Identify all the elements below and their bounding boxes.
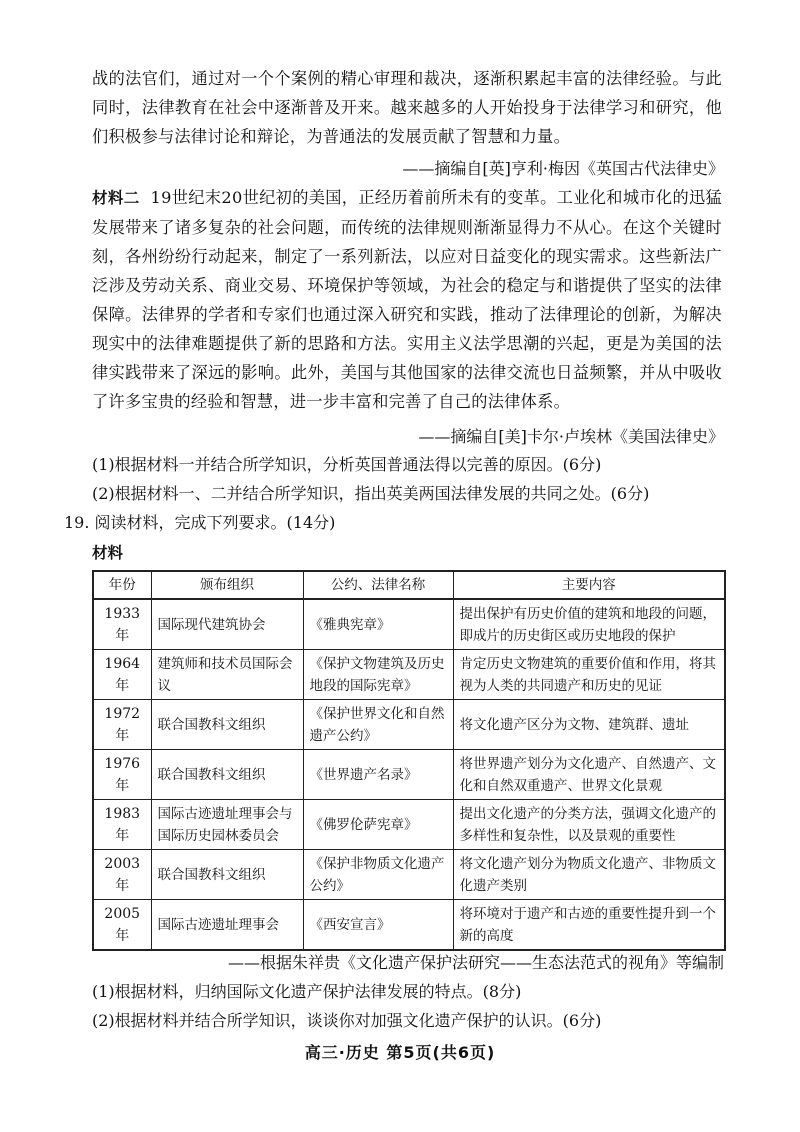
cell-name: 《西安宣言》 bbox=[303, 900, 453, 951]
cell-content: 将世界遗产划分为文化遗产、自然遗产、文化和自然双重遗产、世界文化景观 bbox=[453, 750, 725, 800]
material1-paragraph: 战的法官们，通过对一个个案例的精心审理和裁决，逐渐积累起丰富的法律经验。与此同时，法律教育在社会中逐渐普及开来。越来越多的人开始投身于法律学习和研究，他们积极参与法律讨论和辩论，为普通法的发展贡献了智慧和力量。 bbox=[92, 69, 722, 146]
cell-content: 提出保护有历史价值的建筑和地段的问题，即成片的历史街区或历史地段的保护 bbox=[453, 599, 725, 650]
q19-citation: ——根据朱祥贵《文化遗产保护法研究——生态法范式的视角》等编制 bbox=[227, 953, 724, 972]
material2-paragraph: 材料二 19世纪末20世纪初的美国，正经历着前所未有的变革。工业化和城市化的迅猛发展带来了诸多复杂的社会问题，而传统的法律规则渐渐显得力不从心。在这个关键时刻，各州纷纷行动起来，制定了一系列新法，以应对日益变化的现实需求。这些新法广泛涉及劳动关系、商业交易、环境保护等领域，为社会的稳定与和谐提供了坚实的法律保障。法律界的学者和专家们也通过深入研究和实践，推动了法律理论的创新，为解决现实中的法律难题提供了新的思路和方法。实用主义法学思潮的兴起，更是为美国的法律实践带来了深远的影响。此外，美国与其他国家的法律交流也日益频繁，并从中吸收了许多宝贵的经验和智慧，进一步丰富和完善了自己的法律体系。 bbox=[92, 188, 722, 411]
table-row bbox=[93, 650, 725, 700]
cell-content: 将环境对于遗产和古迹的重要性提升到一个新的高度 bbox=[453, 900, 725, 951]
q19-part1: (1)根据材料，归纳国际文化遗产保护法律发展的特点。(8分) bbox=[92, 982, 522, 1001]
header-org: 颁布组织 bbox=[151, 571, 303, 599]
q19-part2: (2)根据材料并结合所学知识，谈谈你对加强文化遗产保护的认识。(6分) bbox=[92, 1011, 602, 1030]
cell-content: 提出文化遗产的分类方法，强调文化遗产的多样性和复杂性，以及景观的重要性 bbox=[453, 800, 725, 850]
cell-org: 国际现代建筑协会 bbox=[151, 599, 303, 650]
table-row bbox=[93, 900, 725, 951]
table-row bbox=[93, 700, 725, 750]
cell-year: 2005年 bbox=[93, 900, 151, 951]
cell-org: 联合国教科文组织 bbox=[151, 700, 303, 750]
material1-citation: ——摘编自[英]亨利·梅因《英国古代法律史》 bbox=[402, 159, 724, 178]
q18-part1: (1)根据材料一并结合所学知识，分析英国普通法得以完善的原因。(6分) bbox=[92, 455, 602, 474]
material2-label: 材料二 bbox=[92, 189, 140, 207]
cell-name: 《佛罗伦萨宪章》 bbox=[303, 800, 453, 850]
cell-year: 1976年 bbox=[93, 750, 151, 800]
table-row bbox=[93, 750, 725, 800]
header-year: 年份 bbox=[93, 571, 151, 599]
heritage-law-table bbox=[92, 570, 726, 951]
cell-content: 肯定历史文物建筑的重要价值和作用，将其视为人类的共同遗产和历史的见证 bbox=[453, 650, 725, 700]
q19-title: 19. 阅读材料，完成下列要求。(14分) bbox=[64, 513, 336, 532]
cell-content: 将文化遗产划分为物质文化遗产、非物质文化遗产类别 bbox=[453, 850, 725, 900]
cell-org: 国际古迹遗址理事会 bbox=[151, 900, 303, 951]
cell-name: 《雅典宪章》 bbox=[303, 599, 453, 650]
cell-name: 《保护世界文化和自然遗产公约》 bbox=[303, 700, 453, 750]
cell-org: 建筑师和技术员国际会议 bbox=[151, 650, 303, 700]
cell-org: 国际古迹遗址理事会与国际历史园林委员会 bbox=[151, 800, 303, 850]
cell-year: 2003年 bbox=[93, 850, 151, 900]
page-footer: 高三·历史 第5页(共6页) bbox=[304, 1043, 496, 1062]
cell-content: 将文化遗产区分为文物、建筑群、遗址 bbox=[453, 700, 725, 750]
cell-name: 《保护非物质文化遗产公约》 bbox=[303, 850, 453, 900]
header-content: 主要内容 bbox=[453, 571, 725, 599]
cell-year: 1964年 bbox=[93, 650, 151, 700]
header-name: 公约、法律名称 bbox=[303, 571, 453, 599]
table-row bbox=[93, 800, 725, 850]
cell-name: 《世界遗产名录》 bbox=[303, 750, 453, 800]
cell-year: 1933年 bbox=[93, 599, 151, 650]
table-header-row bbox=[93, 571, 725, 599]
q18-part2: (2)根据材料一、二并结合所学知识，指出英美两国法律发展的共同之处。(6分) bbox=[92, 484, 650, 503]
cell-name: 《保护文物建筑及历史地段的国际宪章》 bbox=[303, 650, 453, 700]
material2-citation: ——摘编自[美]卡尔·卢埃林《美国法律史》 bbox=[418, 427, 724, 446]
q19-material-label: 材料 bbox=[92, 544, 124, 562]
cell-year: 1983年 bbox=[93, 800, 151, 850]
table-row bbox=[93, 599, 725, 650]
cell-org: 联合国教科文组织 bbox=[151, 850, 303, 900]
cell-org: 联合国教科文组织 bbox=[151, 750, 303, 800]
cell-year: 1972年 bbox=[93, 700, 151, 750]
table-row bbox=[93, 850, 725, 900]
